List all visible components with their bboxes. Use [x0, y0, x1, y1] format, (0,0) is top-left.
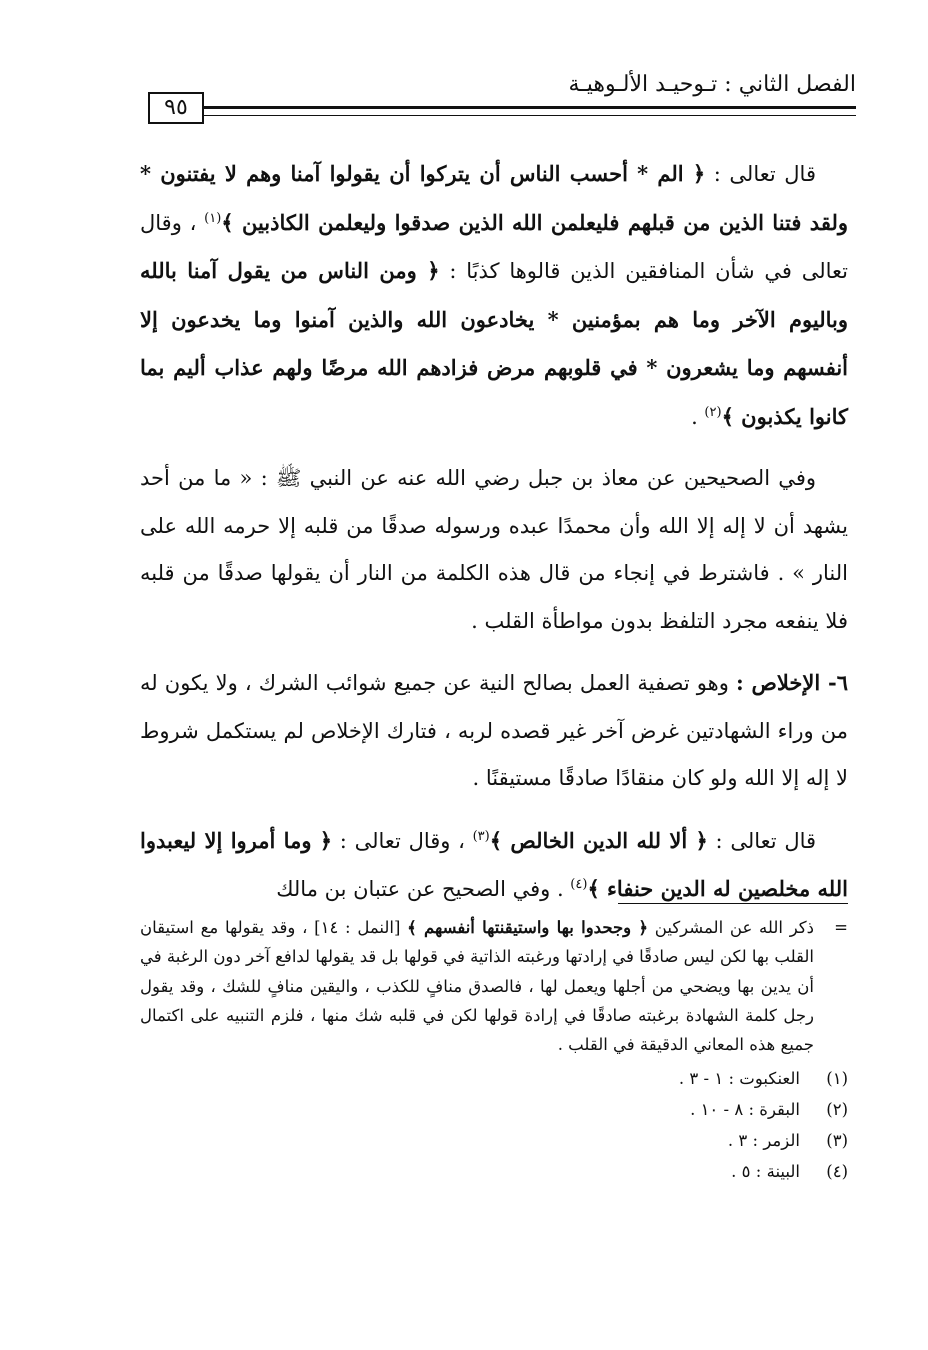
quran-verse: ﴿ ألا لله الدين الخالص ﴾ [489, 827, 708, 853]
quran-verse: ﴿ الم * أحسب الناس أن يتركوا أن يقولوا آمنا وهم لا يفتنون * ولقد فتنا الذين من قبلهم فليعلمن الله الذين صدقوا وليعلمن الكاذبين ﴾ [140, 161, 848, 235]
footnote-text: البينة : ٥ . [731, 1162, 800, 1182]
quran-verse: ﴿ ومن الناس من يقول آمنا بالله وباليوم الآخر وما هم بمؤمنين * يخادعون الله والذين آمنوا وما يخدعون إلا أنفسهم وما يشعرون * في قلوبهم مرض فزادهم الله مرضًا ولهم عذاب أليم بما كانوا يكذبون ﴾ [140, 258, 848, 429]
paragraph-3-text: وهو تصفية العمل بصالح النية عن جميع شوائب الشرك ، ولا يكون له من وراء الشهادتين غرض آخر غير قصده لربه ، فتارك الإخلاص لم يستكمل شروط لا إله إلا الله ولو كان منقادًا صادقًا مستيقنًا . [140, 671, 848, 790]
footnote-number: (٤) [826, 1162, 848, 1182]
footnote-item [140, 1125, 848, 1156]
header-rule-thin [204, 115, 856, 116]
footnote-list [140, 1063, 848, 1187]
footnote-ref: (٣) [472, 828, 490, 844]
footnote-ref: (٢) [704, 404, 722, 420]
paragraph-1 [140, 150, 848, 441]
footnote-number: (١) [826, 1069, 848, 1089]
footnote-item [140, 1156, 848, 1187]
footnote-continued [140, 913, 848, 1059]
main-text [140, 150, 848, 928]
footnote-text: البقرة : ٨ - ١٠ . [690, 1100, 800, 1120]
continuation-marker: = [834, 918, 848, 937]
footnote-continued-text: ، وقد يقولها مع استيقان القلب بها لكن ليس صادقًا في إرادتها ورغبته الذاتية في قولها بل قد يقولها لدافع آخر دون الرغبة في أن يدين بها ويضحي من أجلها ويعمل لها ، فالصدق منافٍ للكذب ، واليقين منافٍ للشك ، وقد يقول رجل كلمة الشهادة برغبته صادقًا في إرادة قولها لكن في قلبه شك منها ، فلزم التنبيه على اكتمال جميع هذه المعاني الدقيقة في القلب . [140, 918, 814, 1055]
header-rule-thick [204, 106, 856, 109]
footnotes [140, 913, 848, 1187]
paragraph-4 [140, 817, 848, 914]
footnote-item [140, 1094, 848, 1125]
paragraph-4-intro: قال تعالى : [707, 828, 817, 853]
footnote-number: (٢) [826, 1100, 848, 1120]
chapter-title: الفصل الثاني : تـوحيـد الألـوهيـة [568, 72, 856, 97]
paragraph-4-mid: ، وقال تعالى : [332, 828, 473, 853]
paragraph-4-end: . وفي الصحيح عن عتبان بن مالك [276, 877, 571, 901]
footnote-continued-pre: ذكر الله عن المشركين [648, 918, 815, 937]
footnote-text: العنكبوت : ١ - ٣ . [678, 1069, 800, 1089]
footnote-text: الزمر : ٣ . [727, 1131, 800, 1151]
footnote-item [140, 1063, 848, 1094]
paragraph-1-end: . [691, 404, 705, 429]
quran-verse: ﴿ وما أمروا إلا ليعبدوا الله مخلصين له الدين حنفاء ﴾ [140, 827, 848, 901]
footnote-ref: (١) [204, 210, 222, 226]
section-heading: ٦- الإخلاص : [736, 670, 848, 695]
page-number: ٩٥ [148, 92, 204, 124]
verse-citation: [النمل : ١٤] [314, 918, 408, 937]
paragraph-1-intro: قال تعالى : [705, 162, 816, 186]
footnote-number: (٣) [826, 1131, 848, 1151]
footnote-separator [618, 903, 848, 904]
paragraph-3 [140, 659, 848, 803]
quran-verse: ﴿ وجحدوا بها واستيقنتها أنفسهم ﴾ [407, 918, 649, 937]
paragraph-2: وفي الصحيحين عن معاذ بن جبل رضي الله عنه عن النبي ﷺ : « ما من أحد يشهد أن لا إله إلا الله وأن محمدًا عبده ورسوله صدقًا من قلبه إلا حرمه الله على النار » . فاشترط في إنجاء من قال هذه الكلمة من النار أن يقولها صدقًا من قلبه فلا ينفعه مجرد التلفظ بدون مواطأة القلب . [140, 466, 848, 633]
paragraph-1-mid: ، وقال تعالى في شأن المنافقين الذين قالوها كذبًا : [140, 210, 848, 283]
footnote-ref: (٤) [570, 877, 588, 892]
